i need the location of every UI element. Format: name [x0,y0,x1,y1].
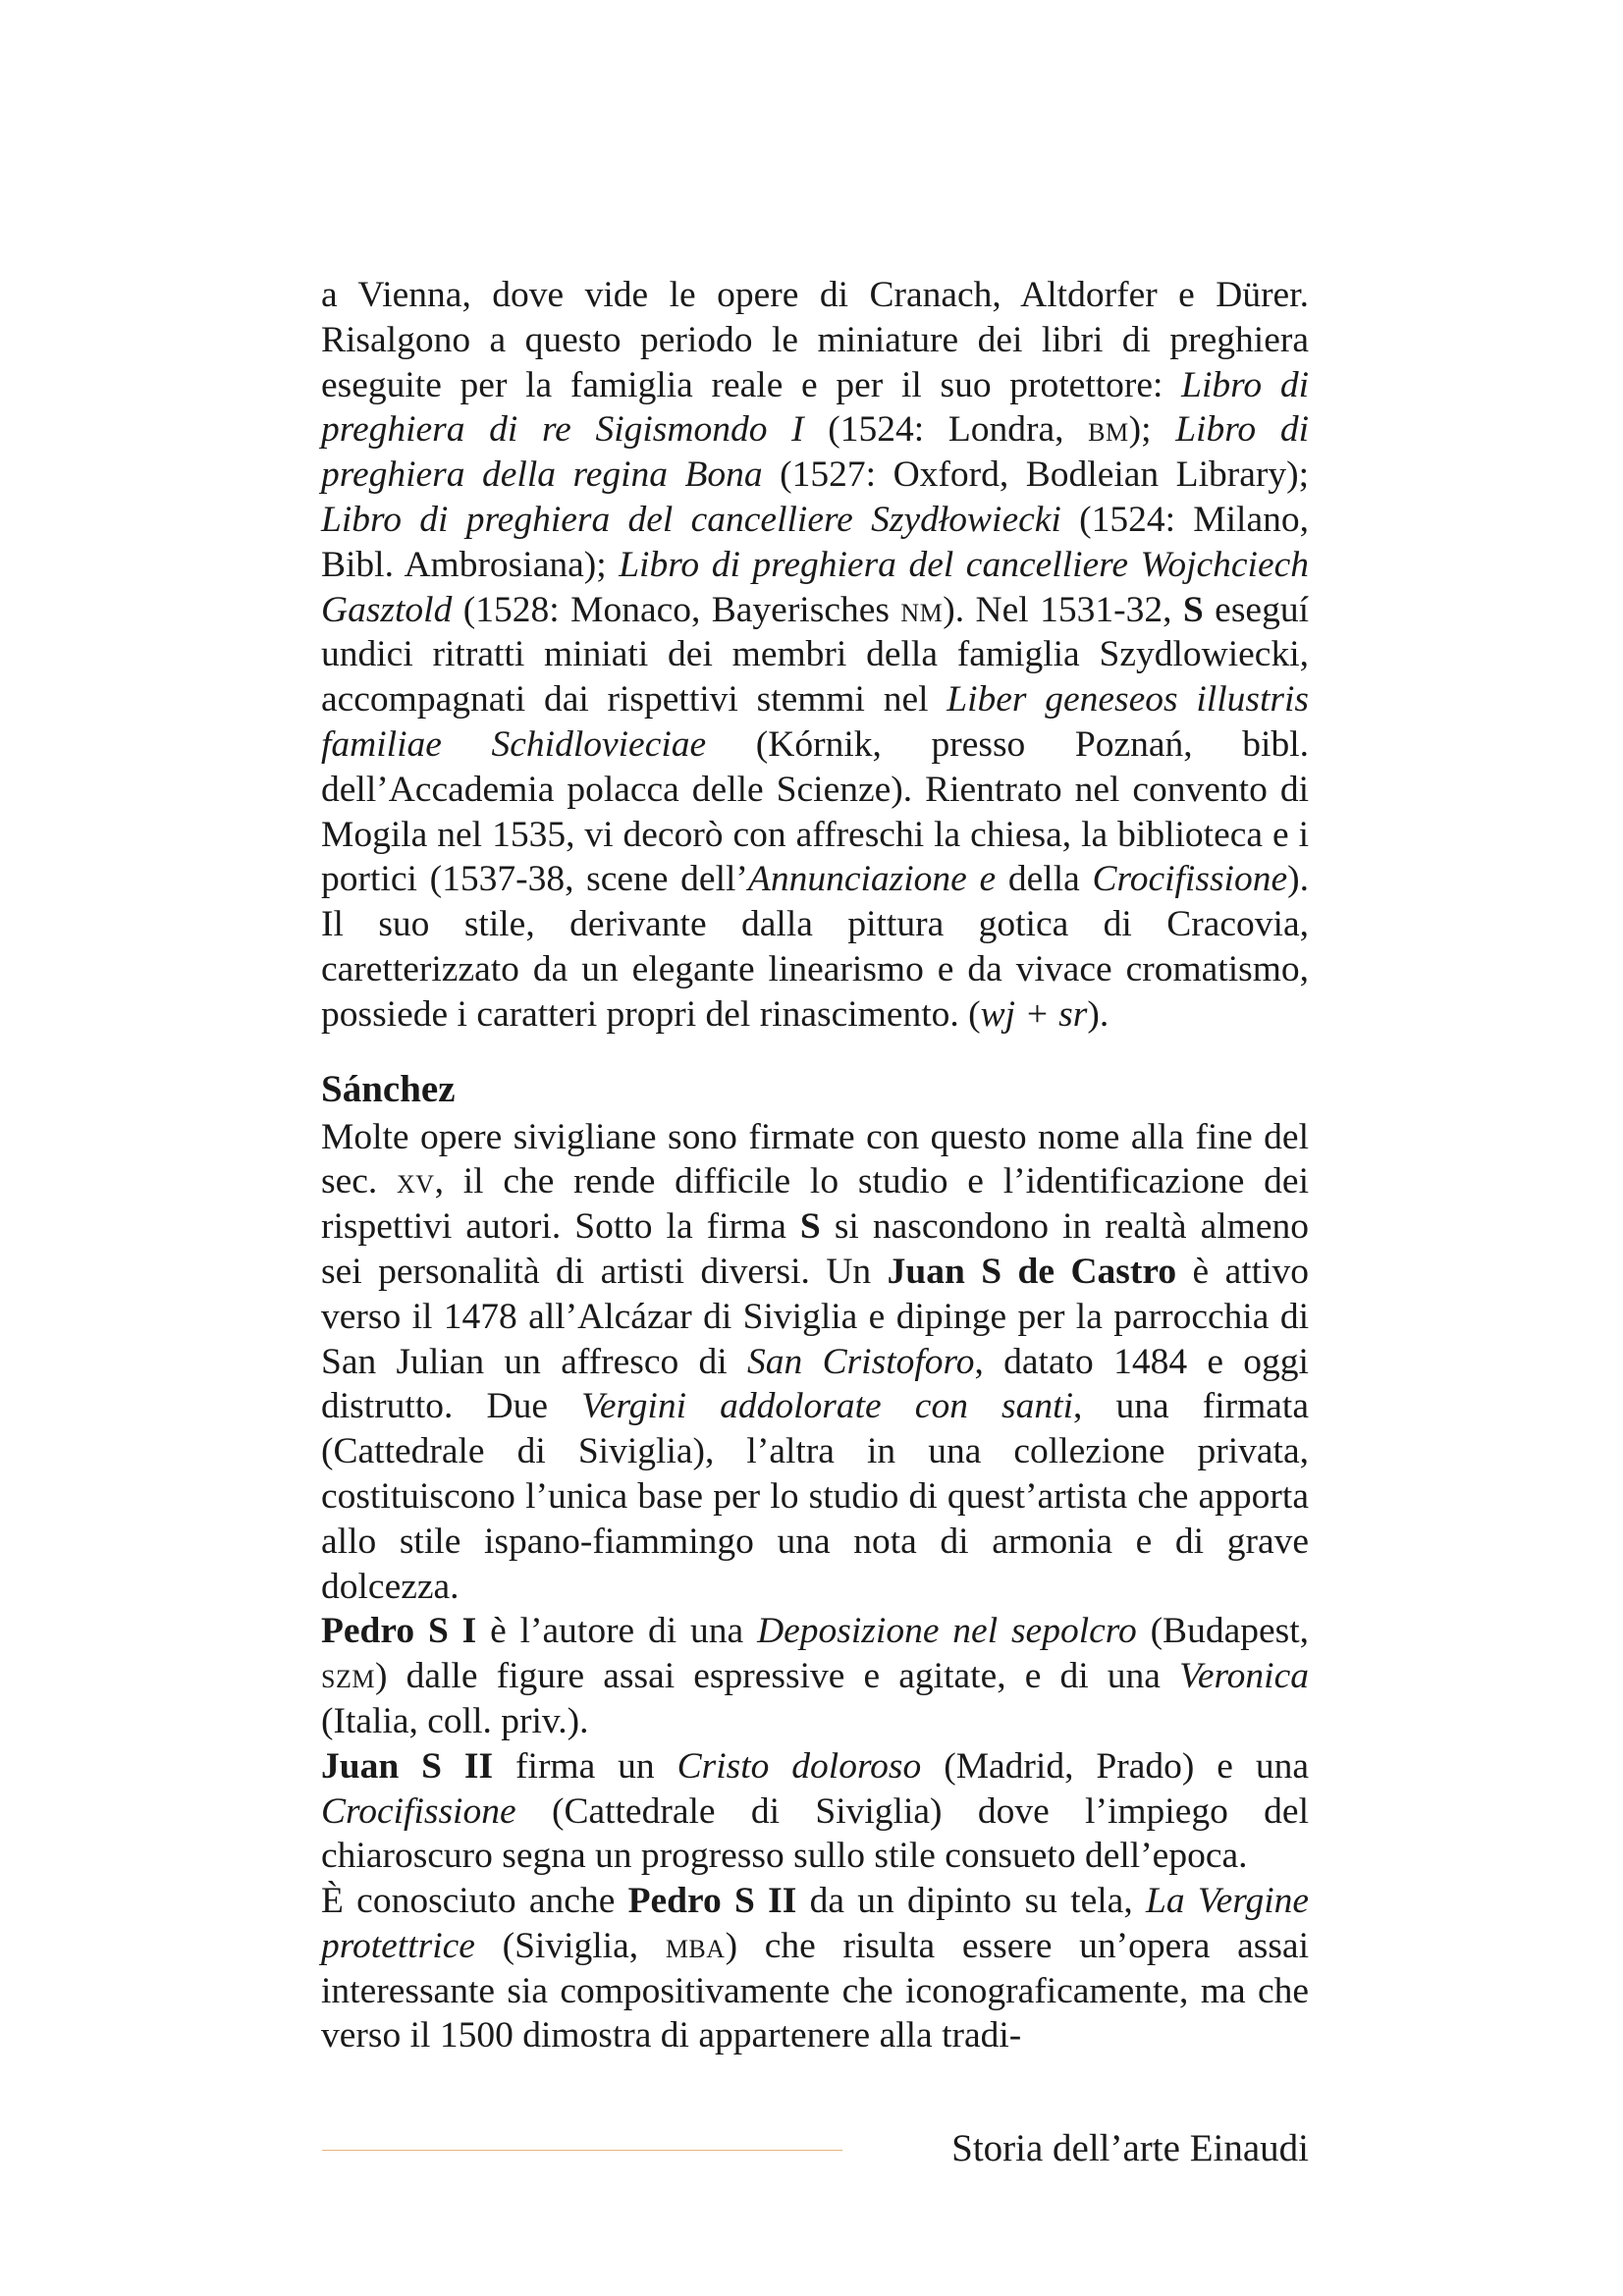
work-title: Liber geneseos illustris familiae Schidlovieciae [321,679,1309,765]
museum-abbrev: nm [900,589,944,630]
work-title: Crocifissione [321,1790,516,1832]
footer-rule [322,2150,842,2151]
footer-title: Storia dell’arte Einaudi [951,2127,1309,2169]
work-title: Vergini addolorate con santi [581,1386,1073,1427]
work-title: Cristo doloroso [676,1745,922,1787]
artist-name: Juan S de Castro [887,1251,1177,1292]
museum-abbrev: mba [665,1925,726,1966]
entry-paragraph: Juan S II firma un Cristo doloroso (Madrid, Prado) e una Crocifissione (Cattedrale di Siviglia) dove l’impiego del chiaroscuro segna un progresso sullo stile consueto dell’epoca. [321,1745,1309,1877]
entry-paragraph: È conosciuto anche Pedro S II da un dipinto su tela, La Vergine protettrice (Siviglia, mba) che risulta essere un’opera assai interessante sia compositivamente che iconograficamente, ma che verso il 1500 dimostra di appartenere alla tradi- [321,1881,1310,2056]
museum-abbrev: szm [321,1656,375,1697]
work-title: Libro di preghiera della regina Bona [321,409,1309,496]
work-title: San Cristoforo [747,1341,975,1382]
work-title: Libro di preghiera del cancelliere Wojchciech Gasztold [321,544,1309,630]
work-title: Crocifissione [1092,859,1288,900]
century-numeral: xv [397,1161,435,1202]
entry-paragraph: Molte opere sivigliane sono firmate con questo nome alla fine del sec. xv, il che rende difficile lo studio e l’identificazione dei rispettivi autori. Sotto la firma S si nascondono in realtà almeno sei personalità di artisti diversi. Un Juan S de Castro è attivo verso il 1478 all’Alcázar di Siviglia e dipinge per la parrocchia di San Julian un affresco di San Cristoforo, datato 1484 e oggi distrutto. Due Vergini addolorate con santi, una firmata (Cattedrale di Siviglia), l’altra in una collezione privata, costituiscono l’unica base per lo studio di quest’artista che apporta allo stile ispano-fiammingo una nota di armonia e di grave dolcezza. [321,1116,1310,1607]
artist-abbrev: S [1182,589,1204,630]
work-title: La Vergine protettrice [321,1881,1310,1966]
author-initials: wj + sr [980,993,1088,1035]
artist-abbrev: S [799,1206,821,1248]
artist-name: Pedro S II [627,1881,797,1922]
work-title: Veronica [1179,1656,1309,1697]
artist-name: Pedro S I [321,1611,477,1652]
continued-entry-paragraph: a Vienna, dove vide le opere di Cranach, Altdorfer e Dürer. Risalgono a questo periodo le miniature dei libri di preghiera eseguite per la famiglia reale e per il suo protettore: Libro di preghiera di re Sigismondo I (1524: Londra, bm); Libro di preghiera della regina Bona (1527: Oxford, Bodleian Library); Libro di preghiera del cancelliere Szydłowiecki (1524: Milano, Bibl. Ambrosiana); Libro di preghiera del cancelliere Wojchciech Gasztold (1528: Monaco, Bayerisches nm). Nel 1531-32, S eseguí undici ritratti miniati dei membri della famiglia Szydlowiecki, accompagnati dai rispettivi stemmi nel Liber geneseos illustris familiae Schidlovieciae (Kórnik, presso Poznań, bibl. dell’Accademia polacca delle Scienze). Rientrato nel convento di Mogila nel 1535, vi decorò con affreschi la chiesa, la biblioteca e i portici (1537-38, scene dell’Annunciazione e della Crocifissione). Il suo stile, derivante dalla pittura gotica di Cracovia, caretterizzato da un elegante linearismo e da vivace cromatismo, possiede i caratteri propri del rinascimento. (wj + sr). [321,275,1310,1035]
entry-heading: Sánchez [321,1067,456,1110]
museum-abbrev: bm [1088,409,1129,451]
artist-name: Juan S II [321,1745,494,1787]
work-title: Annunciazione e [747,859,997,900]
work-title: Libro di preghiera di re Sigismondo I [321,364,1309,451]
entry-paragraph: Pedro S I è l’autore di una Deposizione nel sepolcro (Budapest, szm) dalle figure assai espressive e agitate, e di una Veronica (Italia, coll. priv.). [321,1611,1309,1741]
page-body [321,273,1309,2058]
work-title: Libro di preghiera del cancelliere Szydłowiecki [321,499,1061,540]
work-title: Deposizione nel sepolcro [757,1611,1137,1652]
